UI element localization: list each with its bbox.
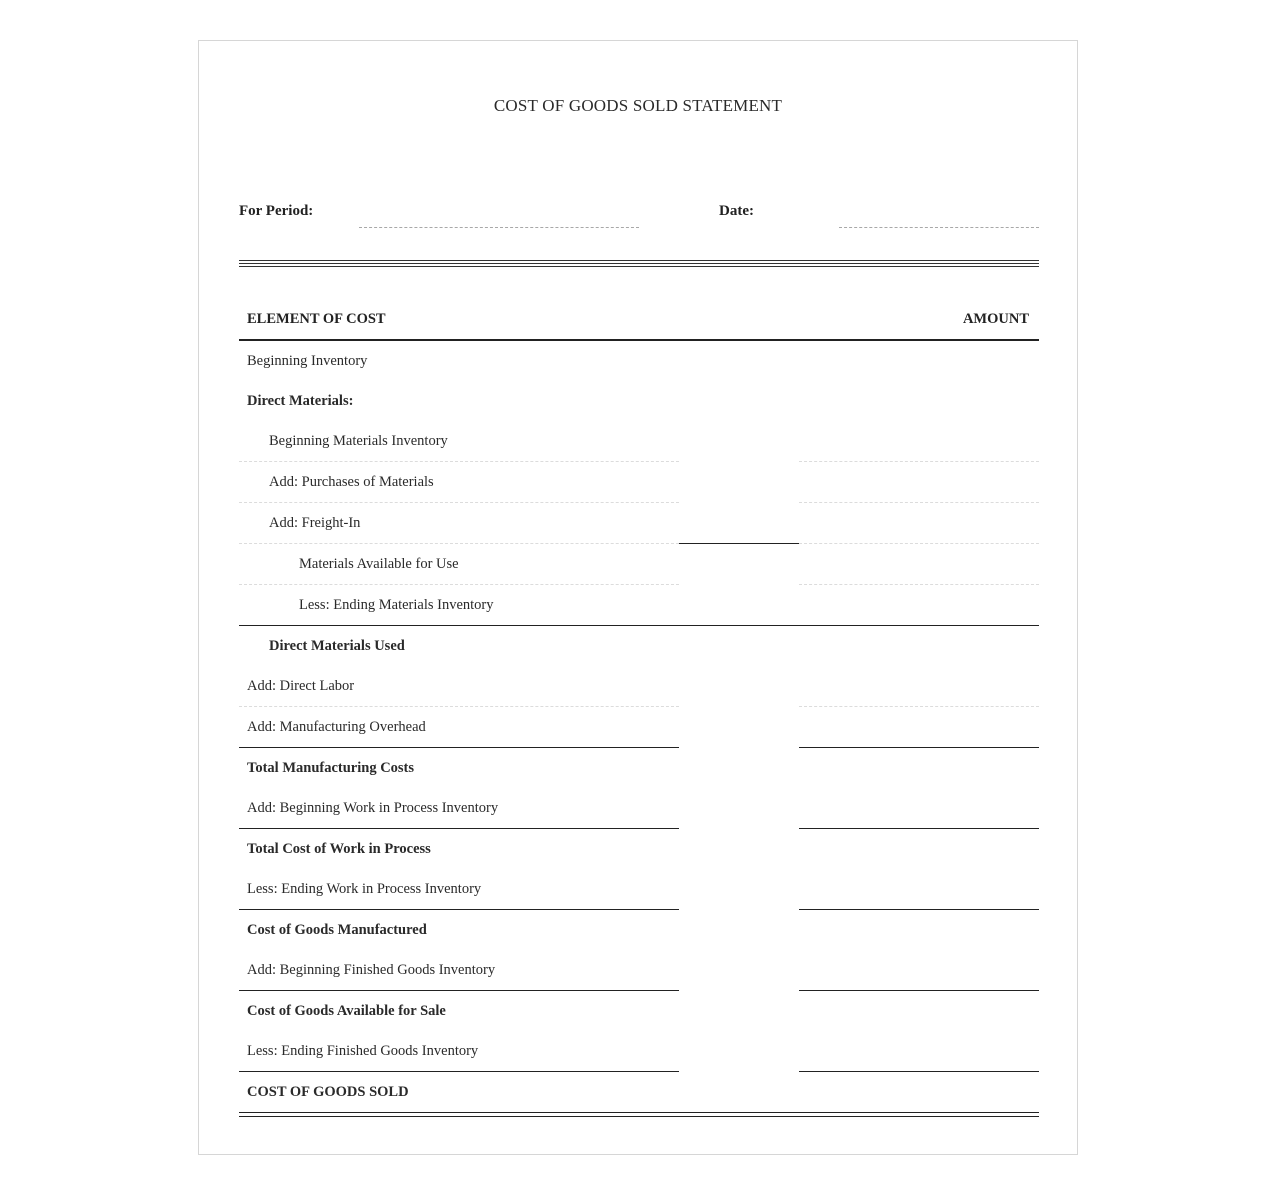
row-freight-in: Add: Freight-In <box>269 515 361 531</box>
row-materials-available: Materials Available for Use <box>299 556 459 572</box>
amount-line <box>239 543 679 544</box>
subtotal-line <box>239 747 679 748</box>
row-ending-fg: Less: Ending Finished Goods Inventory <box>247 1043 479 1059</box>
row-manufacturing-overhead: Add: Manufacturing Overhead <box>247 719 426 735</box>
header-double-rule <box>239 260 1039 267</box>
row-purchases-materials: Add: Purchases of Materials <box>269 474 434 490</box>
row-beginning-inventory: Beginning Inventory <box>247 353 368 369</box>
row-goods-available: Cost of Goods Available for Sale <box>247 1003 446 1019</box>
row-beginning-fg: Add: Beginning Finished Goods Inventory <box>247 962 496 978</box>
amount-line <box>799 543 1039 544</box>
row-direct-materials-used: Direct Materials Used <box>269 638 405 654</box>
total-double-rule <box>239 1112 1039 1117</box>
row-direct-labor: Add: Direct Labor <box>247 678 355 694</box>
statement-sheet <box>198 40 1078 1155</box>
subtotal-line <box>679 543 799 544</box>
amount-line <box>239 461 679 462</box>
subtotal-line <box>799 1071 1039 1072</box>
subtotal-line <box>239 1071 679 1072</box>
subtotal-line <box>239 909 679 910</box>
column-header-amount: AMOUNT <box>962 311 1029 327</box>
row-beginning-wip: Add: Beginning Work in Process Inventory <box>247 800 499 816</box>
row-cogs: COST OF GOODS SOLD <box>247 1084 409 1100</box>
amount-line <box>799 461 1039 462</box>
subtotal-line <box>799 747 1039 748</box>
amount-line <box>239 584 679 585</box>
amount-line <box>239 502 679 503</box>
date-field[interactable] <box>839 227 1039 228</box>
row-ending-wip: Less: Ending Work in Process Inventory <box>247 881 482 897</box>
section-rule <box>239 625 1039 626</box>
amount-line <box>799 706 1039 707</box>
row-total-wip: Total Cost of Work in Process <box>247 841 431 857</box>
period-field[interactable] <box>359 227 639 228</box>
subtotal-line <box>799 828 1039 829</box>
subtotal-line <box>239 828 679 829</box>
row-beginning-materials: Beginning Materials Inventory <box>269 433 448 449</box>
subtotal-line <box>799 909 1039 910</box>
amount-line <box>239 706 679 707</box>
amount-line <box>799 502 1039 503</box>
statement-title: COST OF GOODS SOLD STATEMENT <box>493 96 783 115</box>
row-direct-materials: Direct Materials: <box>247 393 354 409</box>
row-cogm: Cost of Goods Manufactured <box>247 922 427 938</box>
amount-line <box>799 584 1039 585</box>
date-label: Date: <box>719 203 754 219</box>
row-total-manufacturing: Total Manufacturing Costs <box>247 760 415 776</box>
subtotal-line <box>239 990 679 991</box>
column-header-element: ELEMENT OF COST <box>247 311 386 327</box>
column-header-rule <box>239 339 1039 341</box>
period-label: For Period: <box>239 203 314 219</box>
subtotal-line <box>799 990 1039 991</box>
row-ending-materials: Less: Ending Materials Inventory <box>299 597 494 613</box>
